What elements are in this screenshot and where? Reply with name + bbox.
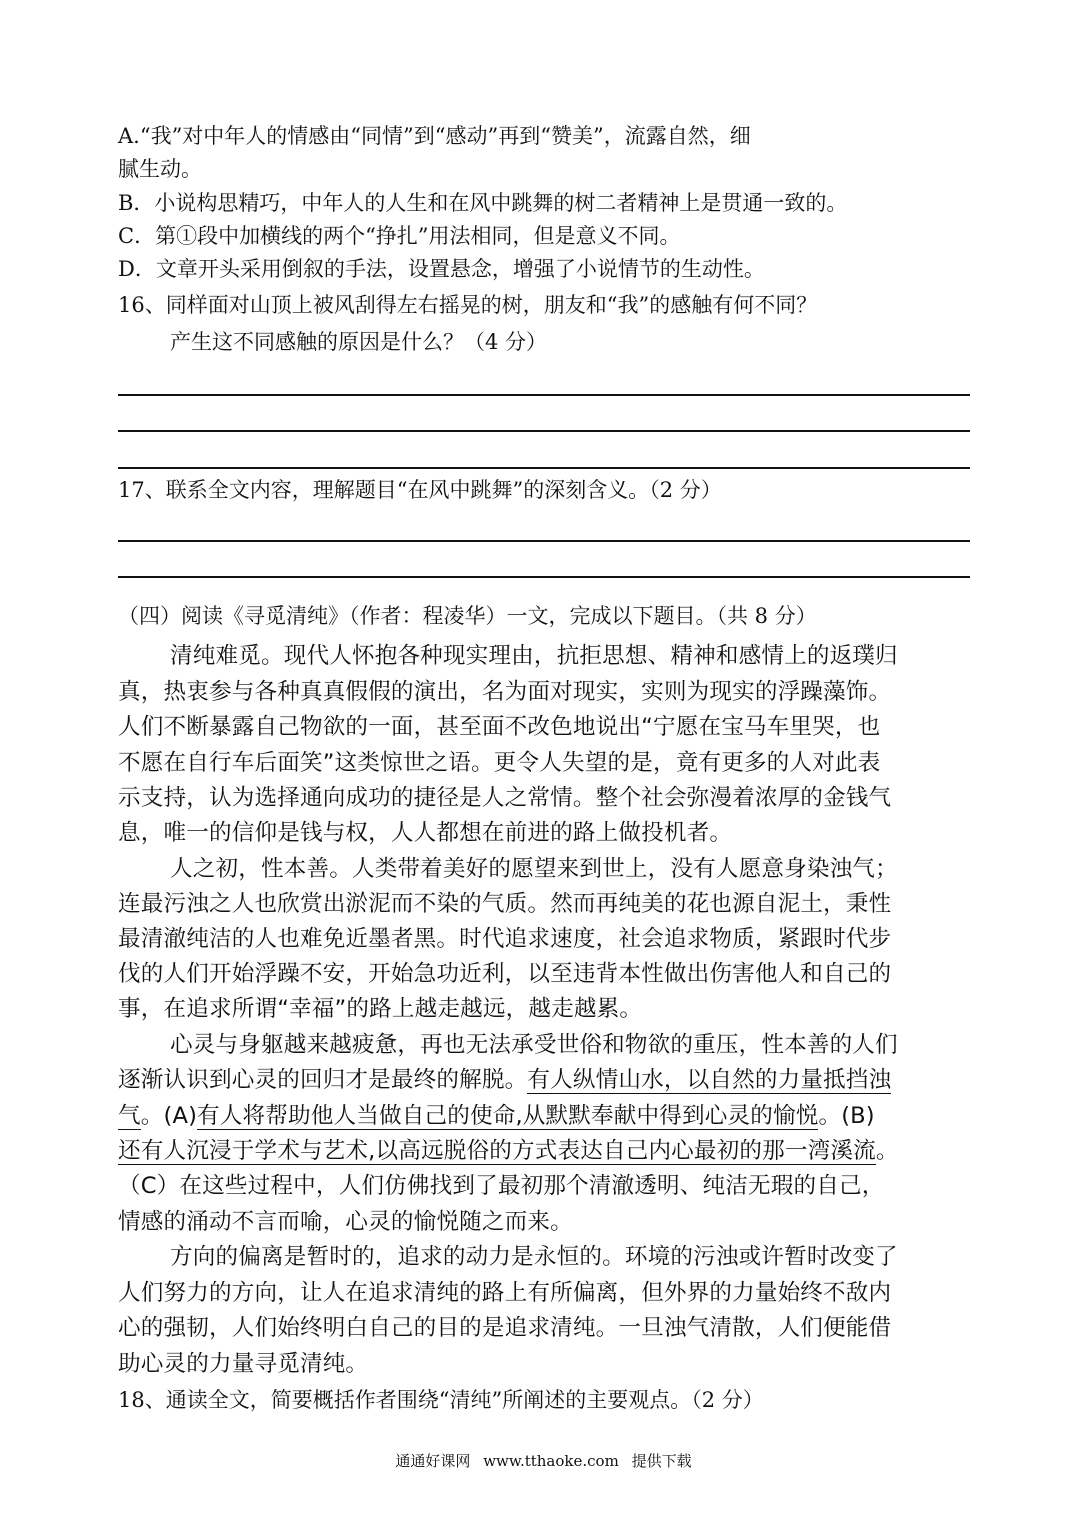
option-d: D．文章开头采用倒叙的手法，设置悬念，增强了小说情节的生动性。: [118, 257, 765, 281]
underlined-sentence: 有人将帮助他人当做自己的使命,从默默奉献中得到心灵的愉悦: [197, 1103, 819, 1129]
question-18: 18、通读全文，简要概括作者围绕“清纯”所阐述的主要观点。（2 分）: [118, 1388, 764, 1412]
marker-a: 。(A): [140, 1103, 198, 1129]
answer-line[interactable]: [118, 394, 970, 396]
passage-text: 逐渐认识到心灵的回归才是最终的解脱。: [118, 1067, 528, 1093]
passage-line: 示支持，认为选择通向成功的捷径是人之常情。整个社会弥漫着浓厚的金钱气: [118, 785, 892, 811]
footer-note: 提供下载: [631, 1452, 692, 1470]
passage-line: 人们努力的方向，让人在追求清纯的路上有所偏离，但外界的力量始终不敌内: [118, 1280, 892, 1306]
passage-line: 方向的偏离是暂时的，追求的动力是永恒的。环境的污浊或许暂时改变了: [170, 1244, 898, 1270]
underlined-sentence: 还有人沉浸于学术与艺术,以高远脱俗的方式表达自己内心最初的那一湾溪流: [118, 1138, 876, 1164]
passage-line: 助心灵的力量寻觅清纯。: [118, 1351, 369, 1377]
answer-line[interactable]: [118, 430, 970, 432]
option-a-line2: 腻生动。: [118, 157, 202, 181]
answer-line[interactable]: [118, 540, 970, 542]
marker-b: 。(B): [818, 1103, 875, 1129]
option-c: C．第①段中加横线的两个“挣扎”用法相同，但是意义不同。: [118, 224, 681, 248]
passage-line: 情感的涌动不言而喻，心灵的愉悦随之而来。: [118, 1209, 573, 1235]
passage-line: 清纯难觅。现代人怀抱各种现实理由，抗拒思想、精神和感情上的返璞归: [170, 643, 898, 669]
passage-line: 心的强韧，人们始终明白自己的目的是追求清纯。一旦浊气清散，人们便能借: [118, 1315, 892, 1341]
passage-line: 事，在追求所谓“幸福”的路上越走越远，越走越累。: [118, 996, 643, 1022]
section-4-title: （四）阅读《寻觅清纯》（作者：程凌华）一文，完成以下题目。（共 8 分）: [118, 604, 817, 628]
footer-url[interactable]: www.tthaoke.com: [483, 1452, 619, 1470]
option-a-line1: A.“我”对中年人的情感由“同情”到“感动”再到“赞美”，流露自然，细: [118, 124, 751, 148]
passage-line: 最清澈纯洁的人也难免近墨者黑。时代追求速度，社会追求物质，紧跟时代步: [118, 926, 892, 952]
passage-line: 息，唯一的信仰是钱与权，人人都想在前进的路上做投机者。: [118, 820, 733, 846]
question-16-line2: 产生这不同感触的原因是什么？（4 分）: [170, 330, 548, 354]
passage-line: [118, 1062, 970, 1094]
option-b: B．小说构思精巧，中年人的人生和在风中跳舞的树二者精神上是贯通一致的。: [118, 191, 848, 215]
question-16-line1: 16、同样面对山顶上被风刮得左右摇晃的树，朋友和“我”的感触有何不同？: [118, 293, 818, 317]
question-17: 17、联系全文内容，理解题目“在风中跳舞”的深刻含义。（2 分）: [118, 478, 722, 502]
passage-line: 真，热衷参与各种真真假假的演出，名为面对现实，实则为现实的浮躁藻饰。: [118, 679, 892, 705]
page-footer: [0, 1450, 1087, 1471]
passage-text: 。: [875, 1138, 899, 1164]
passage-line: [118, 1098, 970, 1130]
passage-line: 不愿在自行车后面笑”这类惊世之语。更令人失望的是，竟有更多的人对此表: [118, 750, 881, 776]
passage-line: 伐的人们开始浮躁不安，开始急功近利，以至违背本性做出伤害他人和自己的: [118, 961, 892, 987]
passage-line: （C）在这些过程中，人们仿佛找到了最初那个清澈透明、纯洁无瑕的自己，: [118, 1173, 885, 1199]
passage-line: 心灵与身躯越来越疲惫，再也无法承受世俗和物欲的重压，性本善的人们: [170, 1032, 898, 1058]
answer-line[interactable]: [118, 576, 970, 578]
underlined-sentence: 气: [118, 1103, 141, 1129]
answer-line[interactable]: [118, 467, 970, 469]
passage-line: 人之初，性本善。人类带着美好的愿望来到世上，没有人愿意身染浊气；: [170, 856, 898, 882]
passage-line: 连最污浊之人也欣赏出淤泥而不染的气质。然而再纯美的花也源自泥土，秉性: [118, 891, 892, 917]
passage-line: 人们不断暴露自己物欲的一面，甚至面不改色地说出“宁愿在宝马车里哭，也: [118, 714, 881, 740]
underlined-sentence: 有人纵情山水，以自然的力量抵挡浊: [527, 1067, 892, 1093]
passage-line: [118, 1133, 970, 1165]
footer-site-name: 通通好课网: [395, 1452, 471, 1470]
